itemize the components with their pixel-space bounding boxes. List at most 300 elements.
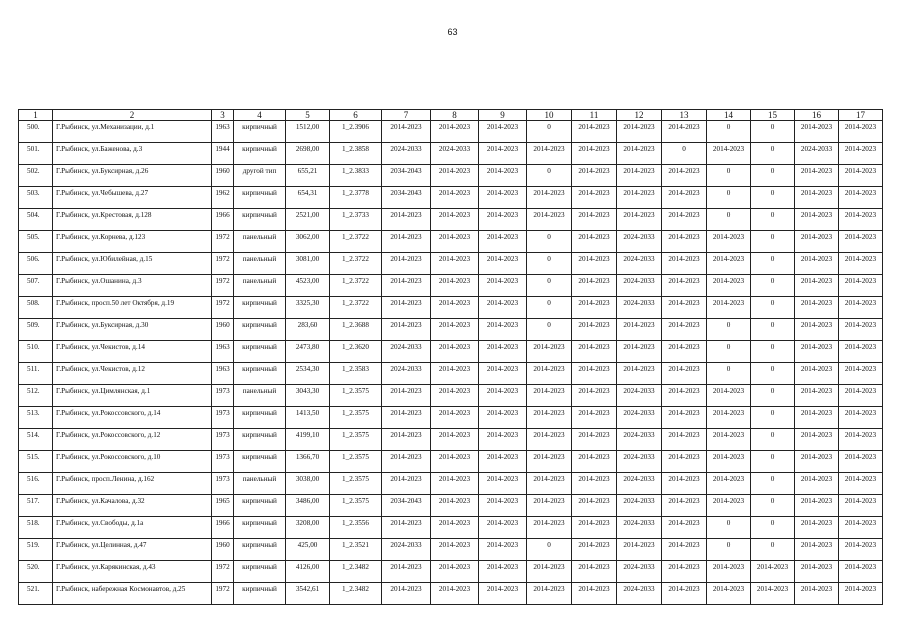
table-cell: 2521,00: [286, 209, 330, 231]
table-cell: 2014-2023: [572, 209, 617, 231]
column-header: 1: [19, 110, 53, 121]
table-cell: 2014-2023: [795, 473, 839, 495]
table-cell: 2014-2023: [617, 341, 662, 363]
table-cell: 1966: [212, 209, 234, 231]
table-cell: 654,31: [286, 187, 330, 209]
table-cell: 508.: [19, 297, 53, 319]
table-cell: 2014-2023: [707, 231, 751, 253]
table-cell: 3062,00: [286, 231, 330, 253]
table-cell: 2024-2033: [617, 385, 662, 407]
table-cell: 503.: [19, 187, 53, 209]
table-cell: 2014-2023: [839, 583, 883, 605]
table-cell: 3081,00: [286, 253, 330, 275]
column-header: 6: [330, 110, 382, 121]
table-cell: 2014-2023: [479, 165, 527, 187]
table-cell: 2014-2023: [839, 407, 883, 429]
table-cell: 2014-2023: [431, 187, 479, 209]
table-cell: 2014-2023: [572, 275, 617, 297]
table-cell: 2014-2023: [839, 517, 883, 539]
table-cell: 2014-2023: [382, 209, 431, 231]
table-cell: 504.: [19, 209, 53, 231]
table-cell: 2014-2023: [707, 473, 751, 495]
table-cell: 2014-2023: [479, 385, 527, 407]
column-header: 17: [839, 110, 883, 121]
table-cell: 2014-2023: [662, 385, 707, 407]
table-cell: 2014-2023: [751, 583, 795, 605]
table-cell: 1_2.3575: [330, 495, 382, 517]
table-row: [19, 319, 883, 341]
table-cell: 2014-2023: [795, 275, 839, 297]
table-row: [19, 297, 883, 319]
table-cell: Г.Рыбинск, ул.Целинная, д.47: [53, 539, 212, 561]
table-cell: 1_2.3482: [330, 583, 382, 605]
table-cell: 2014-2023: [572, 429, 617, 451]
table-cell: 2014-2023: [839, 165, 883, 187]
table-cell: 0: [751, 319, 795, 341]
table-cell: 2014-2023: [707, 451, 751, 473]
table-cell: 1_2.3722: [330, 275, 382, 297]
table-row: [19, 407, 883, 429]
table-cell: кирпичный: [234, 209, 286, 231]
table-cell: 1_2.3722: [330, 231, 382, 253]
table-cell: 2014-2023: [617, 539, 662, 561]
table-cell: 510.: [19, 341, 53, 363]
table-cell: 2014-2023: [707, 297, 751, 319]
table-cell: 515.: [19, 451, 53, 473]
table-cell: 0: [751, 209, 795, 231]
table-cell: 511.: [19, 363, 53, 385]
table-cell: 2014-2023: [662, 517, 707, 539]
table-cell: 1973: [212, 429, 234, 451]
table-cell: 2014-2023: [707, 561, 751, 583]
table-cell: 0: [707, 363, 751, 385]
table-cell: 2014-2023: [839, 539, 883, 561]
table-cell: 2014-2023: [839, 451, 883, 473]
table-cell: 1_2.3575: [330, 407, 382, 429]
table-cell: 2014-2023: [572, 495, 617, 517]
table-cell: 2014-2023: [751, 561, 795, 583]
table-cell: 0: [527, 253, 572, 275]
table-cell: 2034-2043: [382, 165, 431, 187]
table-cell: 0: [662, 143, 707, 165]
table-cell: 283,60: [286, 319, 330, 341]
table-cell: 1_2.3733: [330, 209, 382, 231]
table-cell: 2014-2023: [839, 187, 883, 209]
table-cell: кирпичный: [234, 143, 286, 165]
table-cell: 2014-2023: [662, 187, 707, 209]
table-cell: 1960: [212, 539, 234, 561]
table-cell: 2014-2023: [479, 451, 527, 473]
table-cell: 0: [527, 121, 572, 143]
table-cell: 2014-2023: [431, 297, 479, 319]
table-cell: 512.: [19, 385, 53, 407]
table-cell: Г.Рыбинск, ул.Цимлянская, д.1: [53, 385, 212, 407]
table-cell: 2014-2023: [431, 561, 479, 583]
table-cell: 2014-2023: [617, 187, 662, 209]
table-cell: 2014-2023: [431, 121, 479, 143]
table-cell: 500.: [19, 121, 53, 143]
table-cell: 2014-2023: [527, 209, 572, 231]
table-cell: 2014-2023: [795, 341, 839, 363]
table-cell: 0: [707, 517, 751, 539]
table-cell: 4126,00: [286, 561, 330, 583]
table-cell: 2014-2023: [479, 209, 527, 231]
table-cell: Г.Рыбинск, ул.Юбилейная, д.15: [53, 253, 212, 275]
table-cell: 2014-2023: [839, 363, 883, 385]
table-cell: 0: [707, 319, 751, 341]
table-cell: 0: [751, 451, 795, 473]
table-cell: 2014-2023: [572, 473, 617, 495]
table-cell: 2024-2033: [617, 451, 662, 473]
table-cell: 2014-2023: [662, 429, 707, 451]
table-row: [19, 385, 883, 407]
table-cell: 518.: [19, 517, 53, 539]
table-cell: кирпичный: [234, 517, 286, 539]
table-cell: 0: [751, 143, 795, 165]
table-cell: Г.Рыбинск, ул.Качалова, д.32: [53, 495, 212, 517]
table-row: [19, 363, 883, 385]
table-cell: 2014-2023: [795, 363, 839, 385]
column-header: 9: [479, 110, 527, 121]
table-cell: 2014-2023: [479, 297, 527, 319]
table-cell: 2014-2023: [527, 517, 572, 539]
table-cell: 2014-2023: [479, 561, 527, 583]
table-cell: Г.Рыбинск, ул.Буксирная, д.26: [53, 165, 212, 187]
column-header: 5: [286, 110, 330, 121]
table-cell: 2024-2033: [431, 143, 479, 165]
table-cell: 2014-2023: [707, 275, 751, 297]
table-cell: 0: [751, 165, 795, 187]
table-cell: 2024-2033: [382, 539, 431, 561]
table-cell: Г.Рыбинск, ул.Механизации, д.1: [53, 121, 212, 143]
table-cell: 2014-2023: [431, 385, 479, 407]
table-cell: 2014-2023: [527, 473, 572, 495]
table-cell: 2014-2023: [527, 385, 572, 407]
table-cell: Г.Рыбинск, ул.Ошанина, д.3: [53, 275, 212, 297]
table-row: [19, 187, 883, 209]
table-cell: 2024-2033: [617, 297, 662, 319]
column-header: 16: [795, 110, 839, 121]
table-cell: 0: [751, 231, 795, 253]
table-cell: 1_2.3833: [330, 165, 382, 187]
table-cell: 2014-2023: [617, 121, 662, 143]
table-cell: 1973: [212, 451, 234, 473]
table-cell: Г.Рыбинск, ул.Чекистов, д.14: [53, 341, 212, 363]
table-cell: 2014-2023: [662, 561, 707, 583]
column-header: 13: [662, 110, 707, 121]
table-cell: 1_2.3575: [330, 429, 382, 451]
table-cell: 0: [527, 297, 572, 319]
table-cell: 2014-2023: [479, 143, 527, 165]
table-cell: 2014-2023: [617, 319, 662, 341]
table-cell: 2014-2023: [572, 121, 617, 143]
table-row: [19, 253, 883, 275]
table-cell: 2014-2023: [572, 517, 617, 539]
table-cell: Г.Рыбинск, ул.Карякинская, д.43: [53, 561, 212, 583]
table-cell: 3208,00: [286, 517, 330, 539]
table-cell: 2024-2033: [617, 517, 662, 539]
table-cell: 2014-2023: [839, 473, 883, 495]
table-cell: 2014-2023: [382, 297, 431, 319]
column-header: 11: [572, 110, 617, 121]
table-cell: 2014-2023: [839, 231, 883, 253]
table-cell: 2014-2023: [662, 319, 707, 341]
table-row: [19, 209, 883, 231]
table-cell: 1_2.3906: [330, 121, 382, 143]
table-cell: 2024-2033: [617, 473, 662, 495]
table-cell: 2014-2023: [707, 253, 751, 275]
table-cell: 0: [751, 341, 795, 363]
table-cell: 1966: [212, 517, 234, 539]
table-cell: 0: [751, 495, 795, 517]
table-cell: Г.Рыбинск, ул.Чекистов, д.12: [53, 363, 212, 385]
table-cell: 0: [707, 187, 751, 209]
table-cell: 519.: [19, 539, 53, 561]
table-cell: 2014-2023: [572, 451, 617, 473]
table-cell: 2014-2023: [382, 517, 431, 539]
table-cell: 2014-2023: [382, 561, 431, 583]
table-cell: 2014-2023: [382, 451, 431, 473]
table-cell: 2014-2023: [572, 539, 617, 561]
table-cell: 2014-2023: [572, 231, 617, 253]
table-cell: 2014-2023: [707, 429, 751, 451]
table-cell: 2014-2023: [839, 121, 883, 143]
table-row: [19, 231, 883, 253]
table-cell: 655,21: [286, 165, 330, 187]
table-cell: кирпичный: [234, 495, 286, 517]
table-cell: 1_2.3620: [330, 341, 382, 363]
table-cell: 0: [751, 121, 795, 143]
table-cell: 2014-2023: [527, 429, 572, 451]
table-cell: 1_2.3521: [330, 539, 382, 561]
table-cell: 2014-2023: [572, 407, 617, 429]
table-cell: Г.Рыбинск, ул.Буксирная, д.30: [53, 319, 212, 341]
table-cell: 1972: [212, 297, 234, 319]
table-cell: 1_2.3575: [330, 451, 382, 473]
table-cell: 2014-2023: [662, 253, 707, 275]
table-cell: 2014-2023: [572, 385, 617, 407]
table-cell: 2014-2023: [662, 473, 707, 495]
table-cell: 2014-2023: [795, 539, 839, 561]
table-cell: 0: [527, 539, 572, 561]
table-cell: Г.Рыбинск, ул.Свободы, д.1а: [53, 517, 212, 539]
table-cell: 2014-2023: [431, 451, 479, 473]
table-cell: 2014-2023: [795, 451, 839, 473]
column-header: 3: [212, 110, 234, 121]
table-cell: 2014-2023: [662, 407, 707, 429]
table-cell: 3043,30: [286, 385, 330, 407]
table-cell: 3038,00: [286, 473, 330, 495]
table-cell: 2014-2023: [431, 583, 479, 605]
table-cell: 2014-2023: [431, 253, 479, 275]
table-cell: 1413,50: [286, 407, 330, 429]
table-cell: 2014-2023: [795, 187, 839, 209]
table-cell: 2014-2023: [382, 319, 431, 341]
table-row: [19, 121, 883, 143]
column-header: 4: [234, 110, 286, 121]
table-cell: 505.: [19, 231, 53, 253]
table-cell: 2014-2023: [479, 341, 527, 363]
table-cell: 2024-2033: [617, 583, 662, 605]
table-row: [19, 165, 883, 187]
table-cell: 2014-2023: [662, 363, 707, 385]
table-row: [19, 517, 883, 539]
table-cell: 2014-2023: [707, 407, 751, 429]
table-row: [19, 451, 883, 473]
table-cell: 0: [751, 473, 795, 495]
table-cell: кирпичный: [234, 451, 286, 473]
table-cell: кирпичный: [234, 187, 286, 209]
table-cell: 2014-2023: [662, 231, 707, 253]
table-cell: 1512,00: [286, 121, 330, 143]
table-cell: 2014-2023: [839, 275, 883, 297]
table-cell: 2014-2023: [572, 187, 617, 209]
table-cell: 1972: [212, 561, 234, 583]
table-cell: 1_2.3722: [330, 253, 382, 275]
table-cell: 2014-2023: [617, 363, 662, 385]
table-cell: 0: [707, 341, 751, 363]
table-cell: 2014-2023: [382, 121, 431, 143]
table-cell: 0: [527, 231, 572, 253]
table-cell: 2024-2033: [617, 429, 662, 451]
table-cell: 2014-2023: [382, 429, 431, 451]
table-cell: 2014-2023: [527, 187, 572, 209]
table-cell: 2014-2023: [707, 495, 751, 517]
table-cell: панельный: [234, 253, 286, 275]
table-cell: кирпичный: [234, 319, 286, 341]
table-cell: 2014-2023: [479, 539, 527, 561]
table-cell: 2014-2023: [479, 429, 527, 451]
table-cell: 2014-2023: [707, 143, 751, 165]
table-cell: 2014-2023: [431, 319, 479, 341]
table-cell: Г.Рыбинск, ул.Чебышева, д.27: [53, 187, 212, 209]
table-cell: Г.Рыбинск, набережная Космонавтов, д.25: [53, 583, 212, 605]
table-cell: 1_2.3858: [330, 143, 382, 165]
table-cell: 2014-2023: [839, 561, 883, 583]
table-cell: 2014-2023: [572, 341, 617, 363]
table-row: [19, 561, 883, 583]
table-cell: 2024-2033: [617, 253, 662, 275]
table-cell: 2014-2023: [839, 253, 883, 275]
table-cell: 2014-2023: [431, 341, 479, 363]
table-cell: 2014-2023: [479, 231, 527, 253]
table-cell: 3486,00: [286, 495, 330, 517]
table-cell: 2014-2023: [795, 583, 839, 605]
table-cell: 0: [751, 407, 795, 429]
table-cell: 2014-2023: [662, 495, 707, 517]
column-header: 7: [382, 110, 431, 121]
table-cell: 0: [751, 275, 795, 297]
table-row: [19, 583, 883, 605]
table-cell: 425,00: [286, 539, 330, 561]
table-cell: 2014-2023: [382, 473, 431, 495]
table-cell: 1_2.3688: [330, 319, 382, 341]
table-cell: 502.: [19, 165, 53, 187]
table-cell: 2024-2033: [382, 143, 431, 165]
table-cell: 2014-2023: [662, 275, 707, 297]
table-cell: 2014-2023: [527, 561, 572, 583]
table-cell: 2024-2033: [617, 495, 662, 517]
page-number: 63: [447, 27, 458, 37]
table-cell: кирпичный: [234, 539, 286, 561]
table-cell: 2024-2033: [617, 275, 662, 297]
table-cell: панельный: [234, 473, 286, 495]
table-cell: Г.Рыбинск, ул.Рокоссовского, д.10: [53, 451, 212, 473]
table-cell: 0: [751, 187, 795, 209]
table-cell: 2014-2023: [839, 143, 883, 165]
table-cell: панельный: [234, 231, 286, 253]
table-cell: 4523,00: [286, 275, 330, 297]
table-cell: 2014-2023: [572, 583, 617, 605]
table-cell: 1_2.3583: [330, 363, 382, 385]
table-cell: 2024-2033: [795, 143, 839, 165]
table-cell: Г.Рыбинск, ул.Рокоссовского, д.12: [53, 429, 212, 451]
table-row: [19, 143, 883, 165]
table-cell: 0: [527, 165, 572, 187]
table-cell: кирпичный: [234, 583, 286, 605]
table-cell: 2014-2023: [572, 363, 617, 385]
table-cell: 2014-2023: [479, 495, 527, 517]
table-cell: 1960: [212, 319, 234, 341]
table-cell: 2014-2023: [527, 407, 572, 429]
table-cell: 2014-2023: [572, 319, 617, 341]
table-cell: 2024-2033: [617, 407, 662, 429]
table-cell: 2014-2023: [572, 143, 617, 165]
table-cell: 2014-2023: [662, 583, 707, 605]
table-cell: 1_2.3778: [330, 187, 382, 209]
table-cell: 2014-2023: [662, 341, 707, 363]
table-cell: 2024-2033: [382, 363, 431, 385]
table-row: [19, 473, 883, 495]
table-cell: 2014-2023: [527, 495, 572, 517]
table-cell: 1973: [212, 473, 234, 495]
table-cell: 2014-2023: [839, 495, 883, 517]
table-cell: 2014-2023: [795, 495, 839, 517]
table-cell: 1973: [212, 385, 234, 407]
table-cell: 2014-2023: [707, 385, 751, 407]
table-cell: 2014-2023: [795, 231, 839, 253]
table-cell: 0: [707, 539, 751, 561]
table-cell: 506.: [19, 253, 53, 275]
table-cell: панельный: [234, 385, 286, 407]
table-cell: 2014-2023: [479, 253, 527, 275]
table-cell: 2014-2023: [795, 429, 839, 451]
table-cell: 2014-2023: [795, 517, 839, 539]
table-cell: 2014-2023: [479, 473, 527, 495]
table-cell: 2014-2023: [662, 165, 707, 187]
table-cell: 2014-2023: [662, 539, 707, 561]
table-cell: другой тип: [234, 165, 286, 187]
table-cell: 2014-2023: [431, 209, 479, 231]
table-cell: 1973: [212, 407, 234, 429]
table-cell: 2014-2023: [839, 341, 883, 363]
table-cell: 2014-2023: [479, 583, 527, 605]
table-cell: 3542,61: [286, 583, 330, 605]
table-cell: 2014-2023: [662, 451, 707, 473]
table-cell: 1972: [212, 253, 234, 275]
table-cell: 2014-2023: [839, 385, 883, 407]
table-cell: 2014-2023: [795, 319, 839, 341]
table-cell: Г.Рыбинск, просп.Ленина, д.162: [53, 473, 212, 495]
table-cell: 1_2.3482: [330, 561, 382, 583]
table-cell: 2014-2023: [527, 363, 572, 385]
table-cell: 2014-2023: [382, 385, 431, 407]
table-cell: 2014-2023: [382, 231, 431, 253]
table-cell: 2014-2023: [431, 539, 479, 561]
table-cell: 0: [751, 363, 795, 385]
table-cell: 1366,70: [286, 451, 330, 473]
table-cell: 2034-2043: [382, 495, 431, 517]
